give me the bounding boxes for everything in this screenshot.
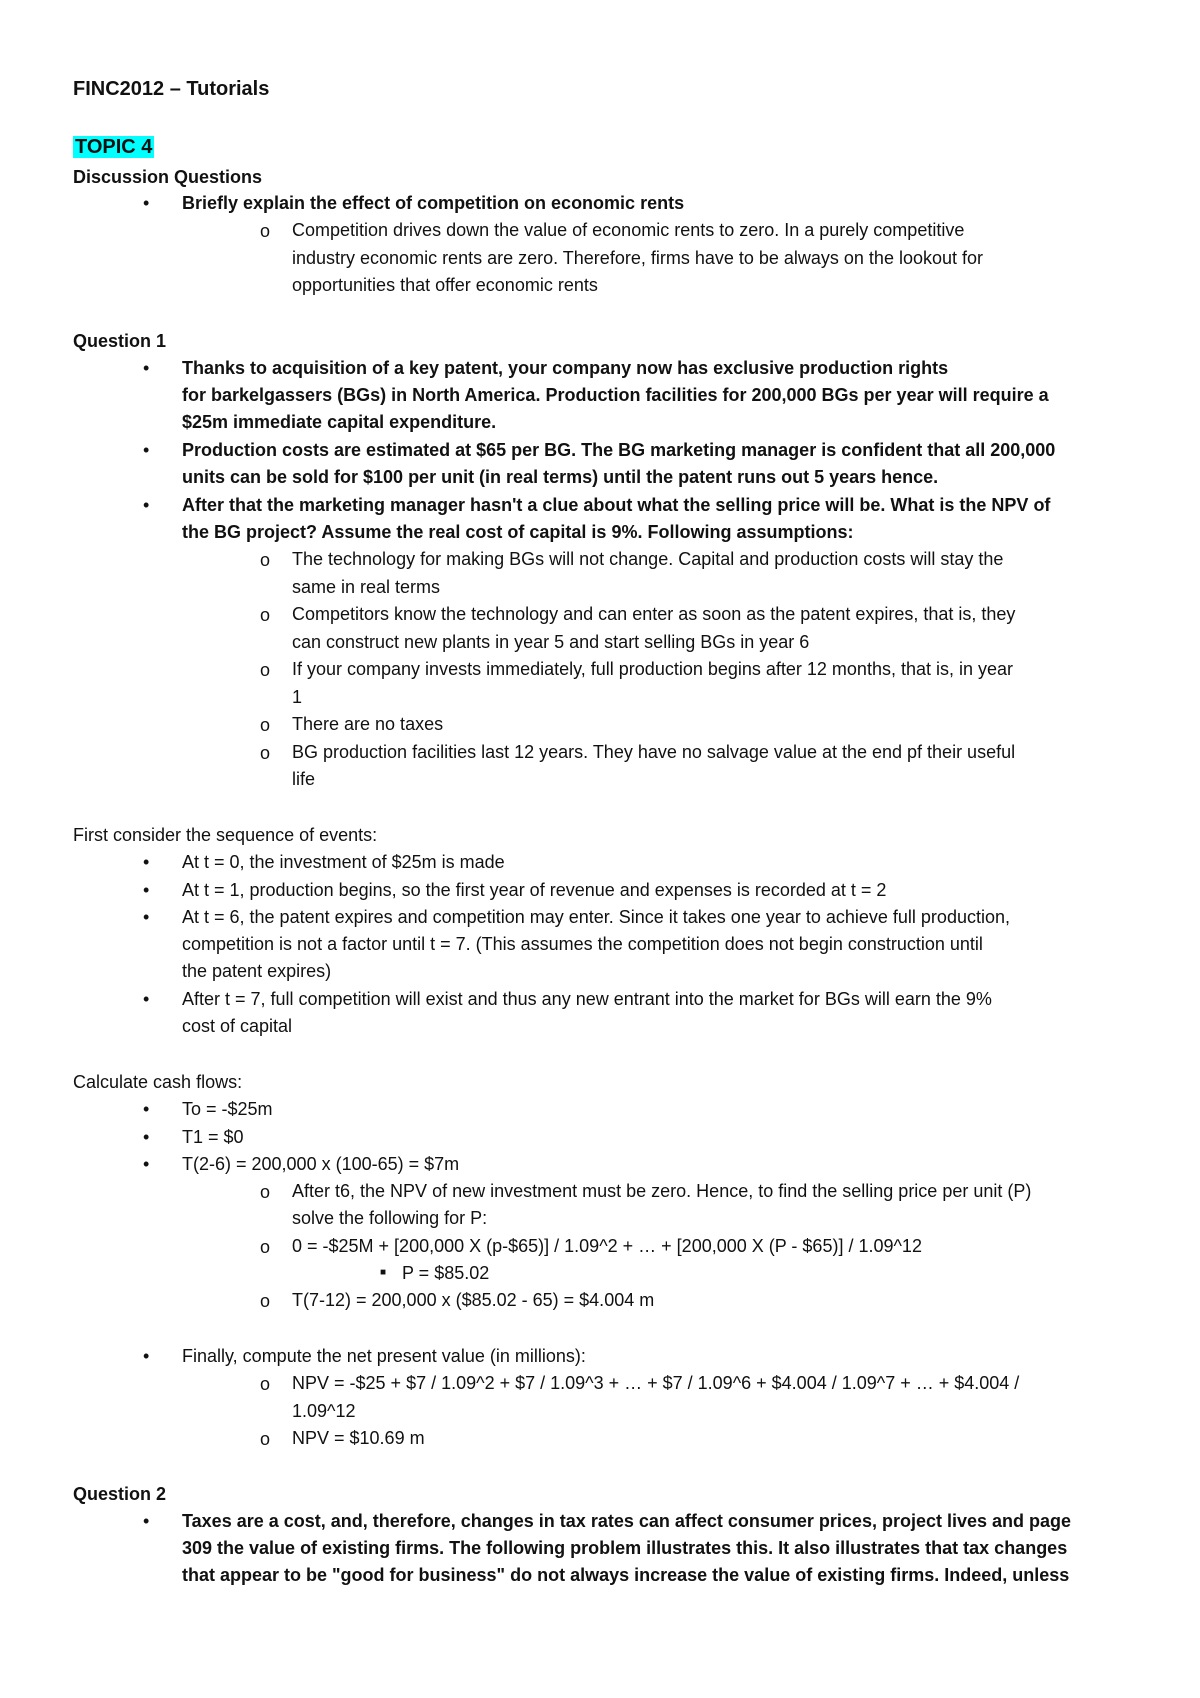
cashflow-note: solve the following for P: xyxy=(292,1208,488,1228)
cashflow-t1: T1 = $0 xyxy=(182,1127,244,1147)
assumption-line: If your company invests immediately, full production begins after 12 months, that is, in year xyxy=(292,659,1014,679)
sequence-line: After t = 7, full competition will exist and thus any new entrant into the market for BGs will earn the 9% xyxy=(182,989,992,1009)
discussion-heading: Discussion Questions xyxy=(73,167,263,187)
bullet-marker: • xyxy=(143,358,150,378)
bullet-marker: • xyxy=(143,1127,150,1147)
document-title: FINC2012 – Tutorials xyxy=(73,78,270,100)
npv-equation: NPV = -$25 + $7 / 1.09^2 + $7 / 1.09^3 + … + $7 / 1.09^6 + $4.004 / 1.09^7 + … + $4.004 / xyxy=(292,1373,1020,1393)
q2-text: Taxes are a cost, and, therefore, changes in tax rates can affect consumer prices, project lives and page xyxy=(182,1511,1072,1531)
q2-text: that appear to be "good for business" do not always increase the value of existing firms. Indeed, unless xyxy=(182,1565,1070,1585)
assumption-line: same in real terms xyxy=(292,577,441,597)
question2-heading: Question 2 xyxy=(73,1484,167,1504)
sub-marker: o xyxy=(260,1237,271,1257)
sub-marker: o xyxy=(260,1429,271,1449)
q1-text: After that the marketing manager hasn't a clue about what the selling price will be. What is the NPV of xyxy=(182,495,1051,515)
sub-marker: o xyxy=(260,1291,271,1311)
sequence-line: competition is not a factor until t = 7. (This assumes the competition does not begin construction until xyxy=(182,934,983,954)
bullet-marker: • xyxy=(143,1099,150,1119)
price-result: P = $85.02 xyxy=(402,1263,490,1283)
cashflow-t7-12: T(7-12) = 200,000 x ($85.02 - 65) = $4.004 m xyxy=(292,1290,655,1310)
assumption-line: can construct new plants in year 5 and start selling BGs in year 6 xyxy=(292,632,810,652)
topic-label: TOPIC 4 xyxy=(75,136,153,158)
bullet-marker: • xyxy=(143,907,150,927)
bullet-marker: • xyxy=(143,1346,150,1366)
topic-heading xyxy=(73,136,154,158)
q1-text: Thanks to acquisition of a key patent, your company now has exclusive production rights xyxy=(182,358,949,378)
sub-marker: o xyxy=(260,660,271,680)
bullet-marker: • xyxy=(143,495,150,515)
sequence-line: cost of capital xyxy=(182,1016,293,1036)
assumption-line: There are no taxes xyxy=(292,714,444,734)
q1-text: Production costs are estimated at $65 per BG. The BG marketing manager is confident that all 200,000 xyxy=(182,440,1056,460)
npv-result: NPV = $10.69 m xyxy=(292,1428,425,1448)
bullet-marker: • xyxy=(143,1154,150,1174)
q2-text: 309 the value of existing firms. The following problem illustrates this. It also illustrates that tax changes xyxy=(182,1538,1068,1558)
assumption-line: 1 xyxy=(292,687,303,707)
sub-marker: o xyxy=(260,550,271,570)
sequence-line: At t = 6, the patent expires and competition may enter. Since it takes one year to achieve full production, xyxy=(182,907,1010,927)
q1-text: for barkelgassers (BGs) in North America. Production facilities for 200,000 BGs per year will require a xyxy=(182,385,1049,405)
bullet-marker: • xyxy=(143,989,150,1009)
assumption-line: life xyxy=(292,769,316,789)
sub-marker: o xyxy=(260,715,271,735)
cashflow-note: After t6, the NPV of new investment must be zero. Hence, to find the selling price per unit (P) xyxy=(292,1181,1032,1201)
square-marker: ■ xyxy=(380,1267,387,1278)
sequence-line: At t = 1, production begins, so the first year of revenue and expenses is recorded at t = 2 xyxy=(182,880,887,900)
sub-marker: o xyxy=(260,605,271,625)
answer-line: industry economic rents are zero. Therefore, firms have to be always on the lookout for xyxy=(292,248,984,268)
answer-line: Competition drives down the value of economic rents to zero. In a purely competitive xyxy=(292,220,965,240)
q1-text: $25m immediate capital expenditure. xyxy=(182,412,497,432)
assumption-line: The technology for making BGs will not change. Capital and production costs will stay the xyxy=(292,549,1004,569)
cashflows-intro: Calculate cash flows: xyxy=(73,1072,243,1092)
assumption-line: Competitors know the technology and can enter as soon as the patent expires, that is, they xyxy=(292,604,1016,624)
assumption-line: BG production facilities last 12 years. They have no salvage value at the end pf their useful xyxy=(292,742,1016,762)
sequence-line: the patent expires) xyxy=(182,961,332,981)
bullet-marker: • xyxy=(143,193,150,213)
bullet-marker: • xyxy=(143,880,150,900)
cashflow-t0: To = -$25m xyxy=(182,1099,273,1119)
sequence-line: At t = 0, the investment of $25m is made xyxy=(182,852,505,872)
bullet-marker: • xyxy=(143,440,150,460)
bullet-marker: • xyxy=(143,1511,150,1531)
sub-marker: o xyxy=(260,221,271,241)
npv-equation: 1.09^12 xyxy=(292,1401,356,1421)
npv-intro: Finally, compute the net present value (in millions): xyxy=(182,1346,586,1366)
q1-text: the BG project? Assume the real cost of capital is 9%. Following assumptions: xyxy=(182,522,854,542)
sub-marker: o xyxy=(260,743,271,763)
answer-line: opportunities that offer economic rents xyxy=(292,275,598,295)
sub-marker: o xyxy=(260,1374,271,1394)
cashflow-t2-6: T(2-6) = 200,000 x (100-65) = $7m xyxy=(182,1154,460,1174)
price-equation: 0 = -$25M + [200,000 X (p-$65)] / 1.09^2 + … + [200,000 X (P - $65)] / 1.09^12 xyxy=(292,1236,922,1256)
question1-heading: Question 1 xyxy=(73,331,167,351)
discussion-question: Briefly explain the effect of competition on economic rents xyxy=(182,193,685,213)
sequence-intro: First consider the sequence of events: xyxy=(73,825,378,845)
q1-text: units can be sold for $100 per unit (in real terms) until the patent runs out 5 years hence. xyxy=(182,467,939,487)
bullet-marker: • xyxy=(143,852,150,872)
sub-marker: o xyxy=(260,1182,271,1202)
